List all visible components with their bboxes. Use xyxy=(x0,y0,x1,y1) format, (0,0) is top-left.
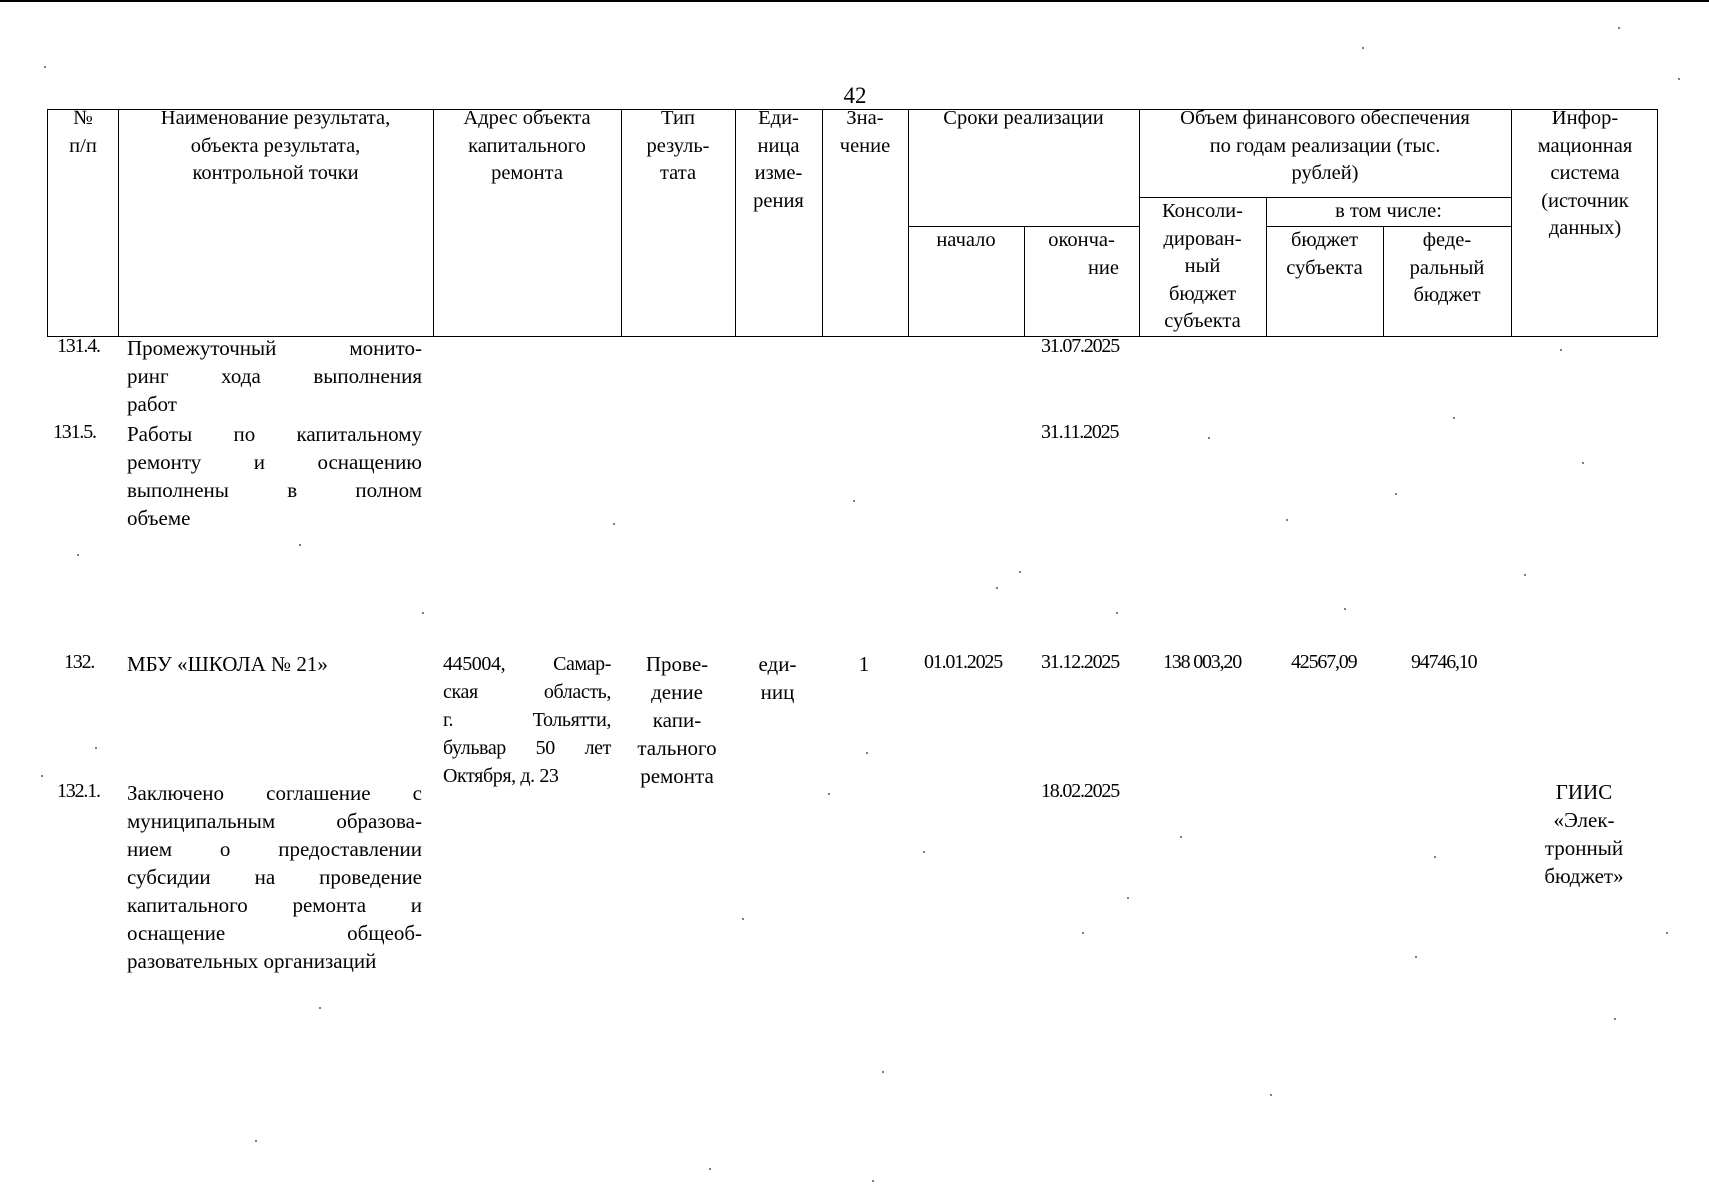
header-date-start: начало xyxy=(936,229,996,251)
header-unit: Еди- ница изме- рения xyxy=(753,107,804,212)
row-end-date: 31.11.2025 xyxy=(1041,421,1119,443)
header-finance: Объем финансового обеспечения по годам реализации (тыс. рублей) xyxy=(1180,107,1470,184)
row-end-date: 31.12.2025 xyxy=(1041,651,1120,673)
row-type: Прове- дение капи- тального ремонта xyxy=(637,652,717,788)
row-name: Работы по капитальному ремонту и оснащению выполнены в полном объеме xyxy=(127,422,422,530)
header-address: Адрес объекта капитального ремонта xyxy=(463,107,591,184)
row-unit: еди- ниц xyxy=(758,652,797,704)
row-name: Заключено соглашение с муниципальным образова- нием о предоставлении субсидии на проведение капитального ремонта и оснащение общеоб- разовательных организаций xyxy=(127,781,422,973)
row-subject-budget: 42567,09 xyxy=(1291,651,1357,673)
row-federal-budget: 94746,10 xyxy=(1411,651,1477,673)
row-end-date: 31.07.2025 xyxy=(1041,335,1120,357)
row-number: 131.4. xyxy=(57,335,100,357)
header-dates: Сроки реализации xyxy=(943,107,1104,129)
row-value: 1 xyxy=(858,652,870,676)
row-end-date: 18.02.2025 xyxy=(1041,780,1120,802)
page-top-border xyxy=(0,0,1709,2)
header-federal-budget: феде- ральный бюджет xyxy=(1409,229,1485,306)
row-info-system: ГИИС «Элек- тронный бюджет» xyxy=(1544,780,1624,888)
header-including: в том числе: xyxy=(1335,200,1442,222)
header-value: Зна- чение xyxy=(839,107,891,157)
row-name: Промежуточный монито- ринг хода выполнения работ xyxy=(127,336,422,416)
header-type: Тип резуль- тата xyxy=(646,107,710,184)
header-date-end: оконча- ние xyxy=(1048,229,1119,279)
table-body xyxy=(47,337,1658,1137)
row-number: 132.1. xyxy=(57,780,100,802)
header-num: № п/п xyxy=(69,107,97,157)
row-number: 131.5. xyxy=(53,421,96,443)
row-number: 132. xyxy=(64,651,95,673)
row-name: МБУ «ШКОЛА № 21» xyxy=(127,652,328,676)
table-header xyxy=(47,109,1658,337)
header-consolidated: Консоли- дирован- ный бюджет субъекта xyxy=(1162,200,1243,332)
header-name: Наименование результата, объекта результата, контрольной точки xyxy=(160,107,391,184)
page-number: 42 xyxy=(843,83,867,108)
row-address: 445004, Самар- ская область, г. Тольятти, бульвар 50 лет Октября, д. 23 xyxy=(443,653,611,787)
row-start-date: 01.01.2025 xyxy=(924,651,1003,673)
row-consolidated: 138 003,20 xyxy=(1163,651,1242,673)
header-subject-budget: бюджет субъекта xyxy=(1286,229,1363,279)
header-info-system: Инфор- мационная система (источник данных) xyxy=(1537,107,1633,239)
